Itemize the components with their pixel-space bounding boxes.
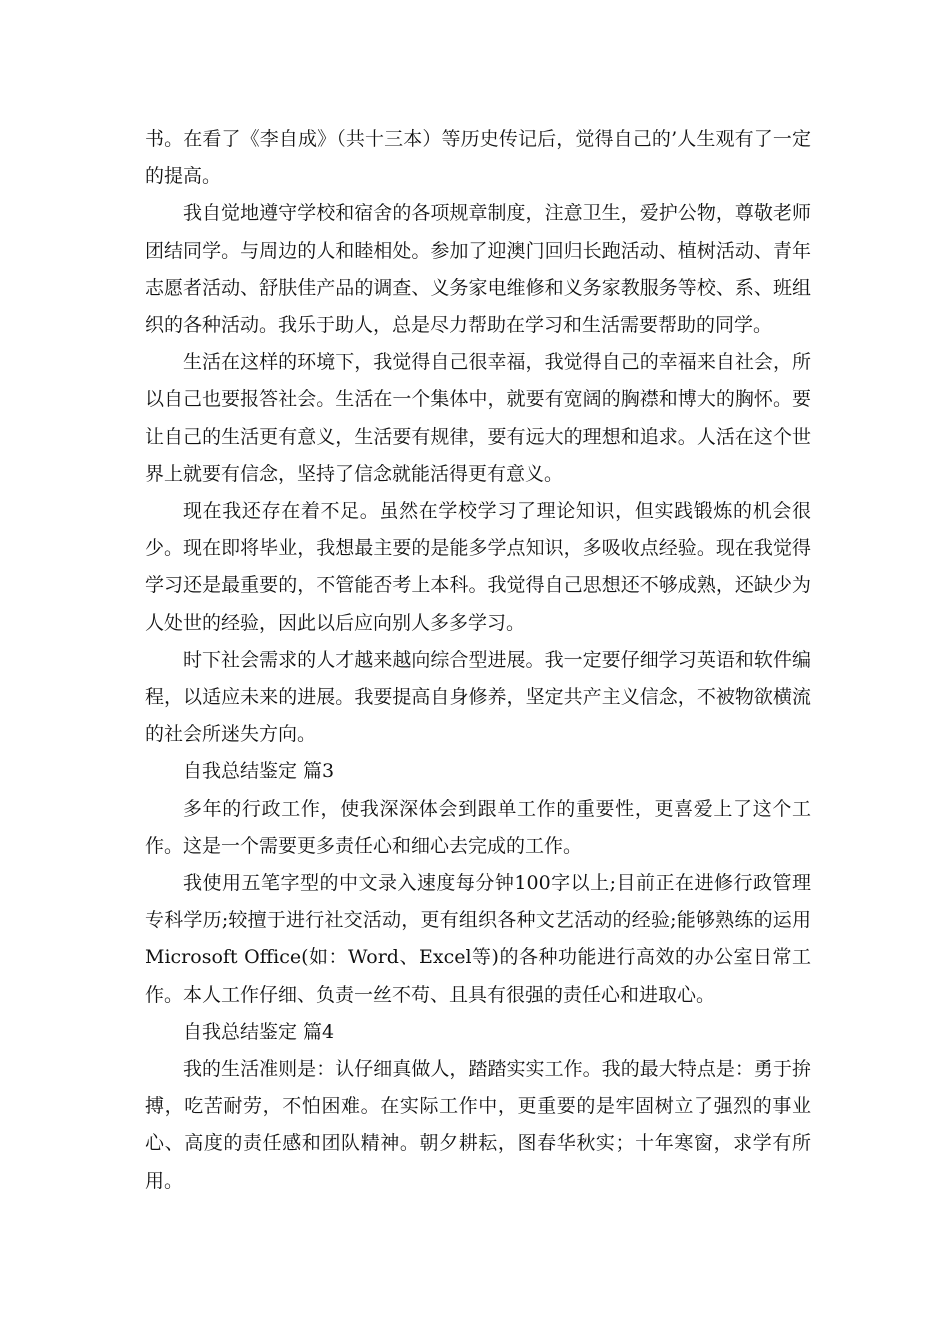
section-heading: 自我总结鉴定 篇4 [183,1020,335,1043]
paragraph: 我自觉地遵守学校和宿舍的各项规章制度，注意卫生，爱护公物，尊敬老师团结同学。与周边的人和睦相处。参加了迎澳门回归长跑活动、植树活动、青年志愿者活动、舒肤佳产品的调查、义务家电维修和义务家教服务等校、系、班组织的各种活动。我乐于助人，总是尽力帮助在学习和生活需要帮助的同学。 [145,202,811,337]
paragraph: 时下社会需求的人才越来越向综合型进展。我一定要仔细学习英语和软件编程，以适应未来的进展。我要提高自身修养，坚定共产主义信念，不被物欲横流的社会所迷失方向。 [145,648,811,746]
paragraph-continuation: 书。在看了《李自成》（共十三本）等历史传记后，觉得自己的’人生观有了一定的提高。 [145,128,811,188]
section-heading: 自我总结鉴定 篇3 [183,760,335,783]
document-body [145,121,811,1200]
paragraph: 多年的行政工作，使我深深体会到跟单工作的重要性，更喜爱上了这个工作。这是一个需要更多责任心和细心去完成的工作。 [145,797,811,857]
paragraph: 现在我还存在着不足。虽然在学校学习了理论知识，但实践锻炼的机会很少。现在即将毕业，我想最主要的是能多学点知识，多吸收点经验。现在我觉得学习还是最重要的，不管能否考上本科。我觉得自己思想还不够成熟，还缺少为人处世的经验，因此以后应向别人多多学习。 [145,500,811,634]
paragraph: 生活在这样的环境下，我觉得自己很幸福，我觉得自己的幸福来自社会，所以自己也要报答社会。生活在一个集体中，就要有宽阔的胸襟和博大的胸怀。要让自己的生活更有意义，生活要有规律，要有远大的理想和追求。人活在这个世界上就要有信念，坚持了信念就能活得更有意义。 [145,351,811,485]
paragraph: 我使用五笔字型的中文录入速度每分钟100字以上;目前正在进修行政管理专科学历;较擅于进行社交活动，更有组织各种文艺活动的经验;能够熟练的运用Microsoft Office(如：Word、Excel等)的各种功能进行高效的办公室日常工作。本人工作仔细、负责一丝不苟、且具有很强的责任心和进取心。 [145,872,811,1006]
paragraph: 我的生活准则是：认仔细真做人，踏踏实实工作。我的最大特点是：勇于拚搏，吃苦耐劳，不怕困难。在实际工作中，更重要的是牢固树立了强烈的事业心、高度的责任感和团队精神。朝夕耕耘，图春华秋实；十年寒窗，求学有所用。 [145,1058,811,1192]
